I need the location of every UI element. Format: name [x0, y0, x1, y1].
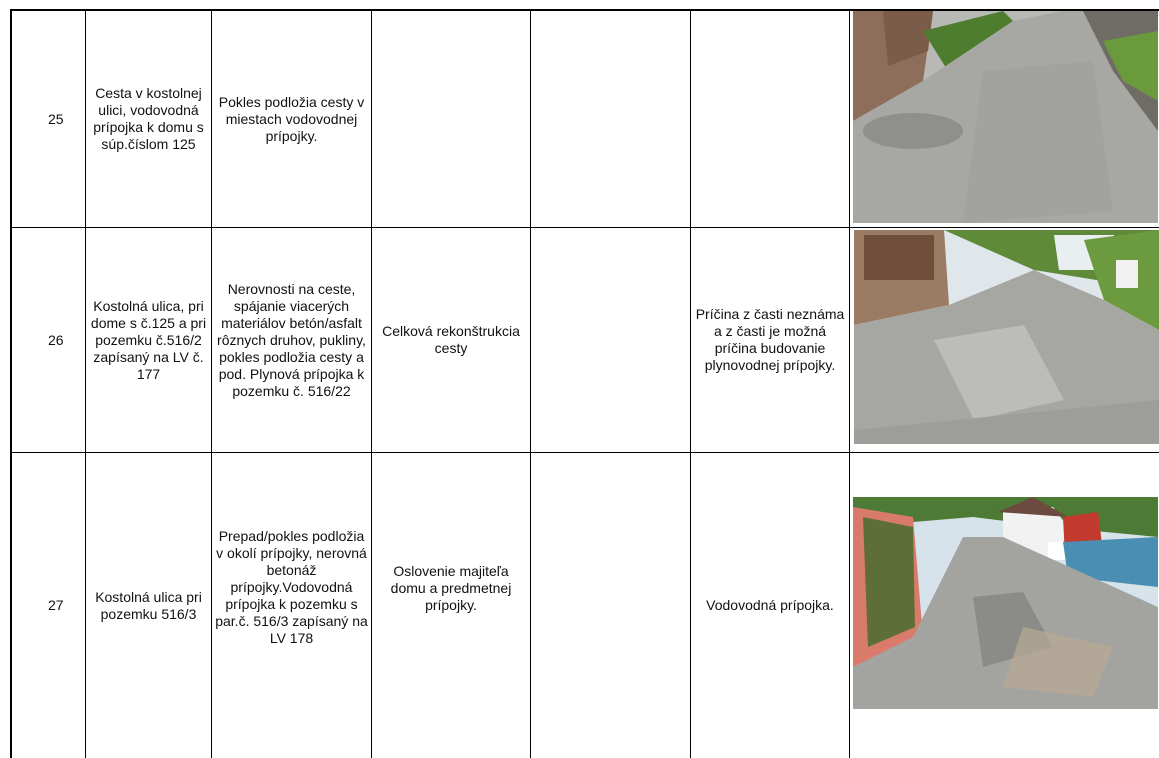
road-photo-icon [850, 11, 1159, 227]
description-cell: Prepad/pokles podložia v okolí prípojky, nerovná betonáž prípojky.Vodovodná prípojka k pozemku s par.č. 516/3 zapísaný na LV 178 [215, 528, 368, 646]
empty-cell [531, 228, 690, 452]
description-cell: Pokles podložia cesty v miestach vodovodnej prípojky. [218, 93, 365, 144]
cause-cell: Vodovodná prípojka. [706, 597, 834, 613]
cause-cell: Príčina z časti neznáma a z časti je možná príčina budovanie plynovodnej prípojky. [695, 306, 845, 373]
location-cell: Cesta v kostolnej ulici, vodovodná prípojka k domu s súp.číslom 125 [93, 85, 204, 152]
proposal-cell: Celková rekonštrukcia cesty [382, 323, 520, 356]
location-cell: Kostolná ulica, pri dome s č.125 a pri pozemku č.516/2 zapísaný na LV č. 177 [90, 297, 207, 382]
empty-cell [531, 453, 690, 758]
road-photo-icon [850, 228, 1159, 452]
location-cell: Kostolná ulica pri pozemku 516/3 [95, 589, 202, 622]
proposal-cell [372, 11, 530, 227]
row-number: 27 [48, 597, 64, 613]
empty-cell [531, 11, 690, 227]
row-number: 26 [48, 331, 64, 348]
proposal-cell: Oslovenie majiteľa domu a predmetnej prípojky. [390, 563, 512, 613]
description-cell: Nerovnosti na ceste, spájanie viacerých materiálov betón/asfalt rôznych druhov, pukliny, pokles podložia cesty a pod. Plynová prípojka k pozemku č. 516/22 [217, 280, 366, 399]
row-number: 25 [48, 110, 64, 127]
cause-cell [691, 11, 849, 227]
table-row [0, 453, 1159, 758]
table-row [0, 11, 1159, 227]
table-row [0, 228, 1159, 452]
road-photo-icon [850, 453, 1159, 758]
